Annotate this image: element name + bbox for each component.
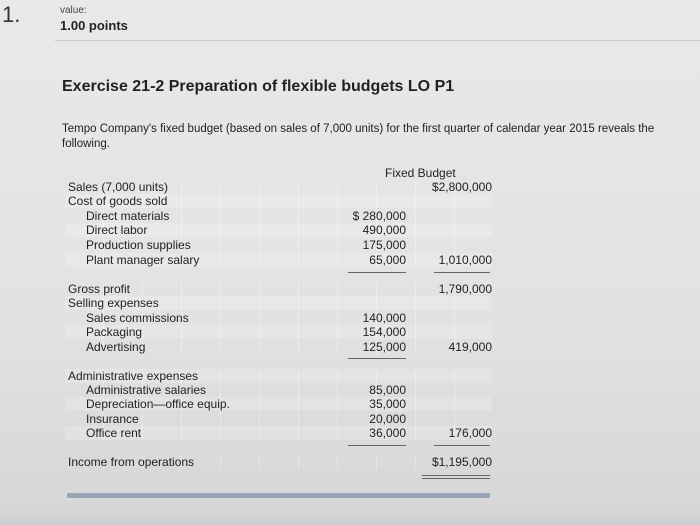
sales-commissions-value: 140,000 [362, 311, 406, 325]
gross-profit-value: 1,790,000 [438, 282, 492, 296]
packaging-label: Packaging [86, 325, 143, 339]
bottom-shadow [0, 507, 700, 525]
table-row [65, 282, 492, 296]
packaging-value: 154,000 [362, 325, 406, 339]
income-label: Income from operations [68, 455, 195, 469]
points-value: 1.00 points [60, 18, 128, 33]
selling-total-value: 419,000 [448, 340, 492, 354]
table-row [65, 209, 492, 223]
advertising-value: 125,000 [362, 340, 406, 354]
table-row [65, 238, 492, 252]
admin-total-value: 176,000 [448, 426, 492, 440]
sales-label: Sales (7,000 units) [68, 180, 169, 194]
header-divider [55, 40, 700, 41]
production-supplies-label: Production supplies [86, 238, 191, 252]
office-rent-label: Office rent [86, 426, 142, 440]
direct-materials-label: Direct materials [86, 209, 170, 223]
cogs-total-value: 1,010,000 [438, 253, 492, 267]
table-row [65, 397, 492, 411]
table-row [65, 296, 492, 310]
exercise-title: Exercise 21-2 Preparation of flexible budgets LO P1 [62, 78, 455, 95]
table-row [65, 180, 492, 194]
direct-labor-value: 490,000 [362, 223, 406, 237]
exercise-intro: Tempo Company's fixed budget (based on sales of 7,000 units) for the first quarter of calendar year 2015 reveals the following. [62, 123, 655, 150]
selling-expenses-label: Selling expenses [68, 296, 159, 310]
table-row [65, 223, 492, 237]
income-value: $1,195,000 [431, 455, 492, 469]
subtotal-underline [348, 445, 406, 446]
insurance-label: Insurance [86, 412, 139, 426]
section-divider-bar [67, 493, 490, 498]
admin-salaries-value: 85,000 [369, 383, 406, 397]
table-row [65, 340, 492, 354]
gross-profit-label: Gross profit [68, 282, 131, 296]
table-row [65, 369, 492, 383]
table-row [65, 455, 492, 469]
cogs-label: Cost of goods sold [68, 194, 168, 208]
admin-salaries-label: Administrative salaries [86, 383, 207, 397]
advertising-label: Advertising [86, 340, 146, 354]
table-row [65, 383, 492, 397]
double-underline [422, 475, 490, 476]
table-row [65, 194, 492, 208]
column-header-fixed-budget: Fixed Budget [385, 166, 456, 180]
double-underline [422, 478, 490, 479]
subtotal-underline [348, 272, 406, 273]
depreciation-value: 35,000 [369, 397, 406, 411]
subtotal-underline [434, 445, 490, 446]
depreciation-label: Depreciation—office equip. [86, 397, 230, 411]
table-row [65, 253, 492, 267]
subtotal-underline [348, 358, 406, 359]
sales-value: $2,800,000 [431, 180, 492, 194]
direct-labor-label: Direct labor [86, 223, 148, 237]
plant-manager-label: Plant manager salary [86, 253, 200, 267]
table-row [65, 412, 492, 426]
admin-expenses-label: Administrative expenses [68, 369, 199, 383]
value-label: value: [60, 5, 87, 16]
table-row [65, 311, 492, 325]
table-row [65, 426, 492, 440]
plant-manager-value: 65,000 [369, 253, 406, 267]
production-supplies-value: 175,000 [362, 238, 406, 252]
table-row [65, 325, 492, 339]
direct-materials-value: $ 280,000 [352, 209, 406, 223]
question-number: 1. [2, 2, 21, 27]
subtotal-underline [434, 272, 490, 273]
insurance-value: 20,000 [369, 412, 406, 426]
sales-commissions-label: Sales commissions [86, 311, 189, 325]
office-rent-value: 36,000 [369, 426, 406, 440]
